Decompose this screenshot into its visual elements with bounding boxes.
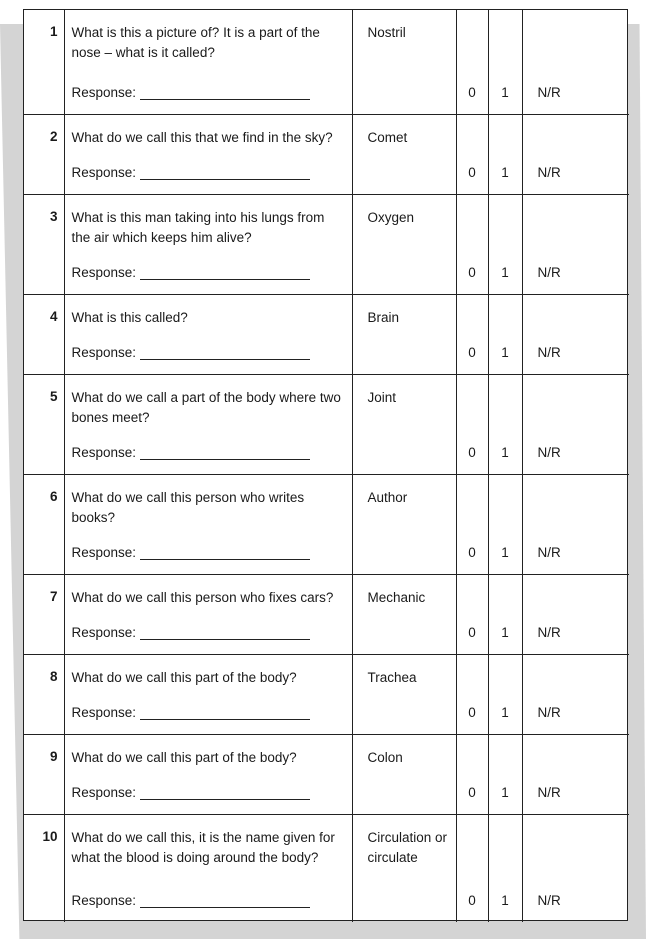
score-one-cell[interactable] xyxy=(488,10,522,114)
score-one-cell[interactable] xyxy=(488,194,522,294)
response-line[interactable] xyxy=(140,347,310,360)
score-zero: 0 xyxy=(468,544,476,560)
score-zero-cell[interactable] xyxy=(456,734,488,814)
response-field[interactable] xyxy=(72,345,311,360)
item-number: 2 xyxy=(24,114,64,194)
no-response: N/R xyxy=(537,84,561,100)
item-number: 3 xyxy=(24,194,64,294)
score-one: 1 xyxy=(501,704,509,720)
response-label: Response: xyxy=(71,84,137,100)
score-zero: 0 xyxy=(468,704,476,720)
score-one: 1 xyxy=(501,84,509,100)
score-one: 1 xyxy=(501,624,509,640)
question-text: What do we call a part of the body where two bones meet? xyxy=(71,389,341,425)
question-text: What do we call this person who fixes cars? xyxy=(71,589,334,605)
score-zero: 0 xyxy=(468,344,476,360)
response-label: Response: xyxy=(71,164,137,180)
item-number: 6 xyxy=(24,474,64,574)
score-zero-cell[interactable] xyxy=(456,574,488,654)
score-zero: 0 xyxy=(468,444,476,460)
no-response: N/R xyxy=(537,784,561,800)
table-row xyxy=(24,114,629,194)
no-response-cell[interactable] xyxy=(522,114,629,194)
expected-answer: Circulation or circulate xyxy=(352,814,456,922)
question-cell xyxy=(64,194,352,294)
score-zero-cell[interactable] xyxy=(456,374,488,474)
no-response: N/R xyxy=(537,893,561,908)
no-response: N/R xyxy=(537,704,561,720)
question-text: What is this man taking into his lungs from the air which keeps him alive? xyxy=(71,209,325,245)
table-row xyxy=(24,574,629,654)
response-label: Response: xyxy=(71,704,137,720)
score-one-cell[interactable] xyxy=(488,114,522,194)
expected-answer: Brain xyxy=(352,294,456,374)
expected-answer: Nostril xyxy=(352,10,456,114)
score-one: 1 xyxy=(501,893,509,908)
response-label: Response: xyxy=(71,344,137,360)
response-line[interactable] xyxy=(140,707,310,720)
no-response-cell[interactable] xyxy=(522,10,629,114)
response-field[interactable] xyxy=(72,165,311,180)
score-one-cell[interactable] xyxy=(488,814,522,922)
no-response: N/R xyxy=(537,164,561,180)
response-line[interactable] xyxy=(140,627,310,640)
no-response-cell[interactable] xyxy=(522,734,629,814)
score-one-cell[interactable] xyxy=(488,474,522,574)
question-text: What do we call this part of the body? xyxy=(71,669,297,685)
table-row xyxy=(24,814,629,922)
score-zero-cell[interactable] xyxy=(456,814,488,922)
response-line[interactable] xyxy=(140,547,310,560)
item-number: 9 xyxy=(24,734,64,814)
score-one-cell[interactable] xyxy=(488,734,522,814)
table-row xyxy=(24,294,629,374)
score-one: 1 xyxy=(501,344,509,360)
table-row xyxy=(24,374,629,474)
score-zero: 0 xyxy=(468,893,476,908)
response-field[interactable] xyxy=(72,265,311,280)
score-zero-cell[interactable] xyxy=(456,654,488,734)
score-one: 1 xyxy=(501,264,509,280)
no-response: N/R xyxy=(537,624,561,640)
no-response: N/R xyxy=(537,444,561,460)
score-one: 1 xyxy=(501,164,509,180)
score-one-cell[interactable] xyxy=(488,574,522,654)
score-zero: 0 xyxy=(468,264,476,280)
question-text: What is this a picture of? It is a part of the nose – what is it called? xyxy=(71,25,320,60)
table-row xyxy=(24,654,629,734)
expected-answer: Joint xyxy=(352,374,456,474)
question-cell xyxy=(64,10,352,114)
question-cell xyxy=(64,734,352,814)
question-rows xyxy=(24,10,629,922)
score-one: 1 xyxy=(501,444,509,460)
response-label: Response: xyxy=(71,544,137,560)
no-response-cell[interactable] xyxy=(522,574,629,654)
response-line[interactable] xyxy=(140,87,310,100)
question-text: What do we call this, it is the name given for what the blood is doing around the body? xyxy=(71,829,335,865)
question-text: What do we call this person who writes books? xyxy=(71,489,305,525)
table-row xyxy=(24,734,629,814)
response-label: Response: xyxy=(71,624,137,640)
expected-answer: Author xyxy=(352,474,456,574)
item-number: 4 xyxy=(24,294,64,374)
no-response-cell[interactable] xyxy=(522,814,629,922)
expected-answer: Mechanic xyxy=(352,574,456,654)
score-one-cell[interactable] xyxy=(488,294,522,374)
response-field[interactable] xyxy=(72,893,311,908)
question-cell xyxy=(64,474,352,574)
response-label: Response: xyxy=(71,784,137,800)
no-response: N/R xyxy=(537,344,561,360)
score-zero: 0 xyxy=(468,84,476,100)
no-response-cell[interactable] xyxy=(522,374,629,474)
table-row xyxy=(24,474,629,574)
item-number: 1 xyxy=(24,10,64,114)
question-table xyxy=(24,10,629,922)
response-line[interactable] xyxy=(140,787,310,800)
question-text: What do we call this that we find in the sky? xyxy=(71,129,333,145)
response-field[interactable] xyxy=(72,705,311,720)
question-cell xyxy=(64,574,352,654)
response-field[interactable] xyxy=(72,785,311,800)
item-number: 7 xyxy=(24,574,64,654)
response-label: Response: xyxy=(71,444,137,460)
expected-answer: Trachea xyxy=(352,654,456,734)
item-number: 8 xyxy=(24,654,64,734)
score-zero-cell[interactable] xyxy=(456,194,488,294)
score-one: 1 xyxy=(501,784,509,800)
response-label: Response: xyxy=(71,893,137,908)
item-number: 10 xyxy=(24,814,64,922)
question-cell xyxy=(64,814,352,922)
score-one-cell[interactable] xyxy=(488,654,522,734)
score-zero-cell[interactable] xyxy=(456,10,488,114)
response-line[interactable] xyxy=(140,267,310,280)
expected-answer: Oxygen xyxy=(352,194,456,294)
score-sheet xyxy=(23,9,628,921)
question-cell xyxy=(64,374,352,474)
response-field[interactable] xyxy=(72,445,311,460)
no-response-cell[interactable] xyxy=(522,654,629,734)
response-label: Response: xyxy=(71,264,137,280)
response-line[interactable] xyxy=(140,895,310,908)
question-text: What do we call this part of the body? xyxy=(71,749,297,765)
response-field[interactable] xyxy=(72,545,311,560)
score-zero-cell[interactable] xyxy=(456,294,488,374)
score-zero: 0 xyxy=(468,784,476,800)
table-row xyxy=(24,10,629,114)
expected-answer: Colon xyxy=(352,734,456,814)
response-line[interactable] xyxy=(140,167,310,180)
no-response: N/R xyxy=(537,544,561,560)
question-text: What is this called? xyxy=(71,309,188,325)
response-field[interactable] xyxy=(72,625,311,640)
score-one: 1 xyxy=(501,544,509,560)
response-line[interactable] xyxy=(140,447,310,460)
score-zero: 0 xyxy=(468,624,476,640)
score-zero-cell[interactable] xyxy=(456,474,488,574)
score-zero-cell[interactable] xyxy=(456,114,488,194)
score-zero: 0 xyxy=(468,164,476,180)
item-number: 5 xyxy=(24,374,64,474)
score-one-cell[interactable] xyxy=(488,374,522,474)
table-row xyxy=(24,194,629,294)
no-response: N/R xyxy=(537,264,561,280)
question-cell xyxy=(64,114,352,194)
expected-answer: Comet xyxy=(352,114,456,194)
no-response-cell[interactable] xyxy=(522,294,629,374)
question-cell xyxy=(64,654,352,734)
question-cell xyxy=(64,294,352,374)
no-response-cell[interactable] xyxy=(522,194,629,294)
no-response-cell[interactable] xyxy=(522,474,629,574)
response-field[interactable] xyxy=(72,85,311,100)
